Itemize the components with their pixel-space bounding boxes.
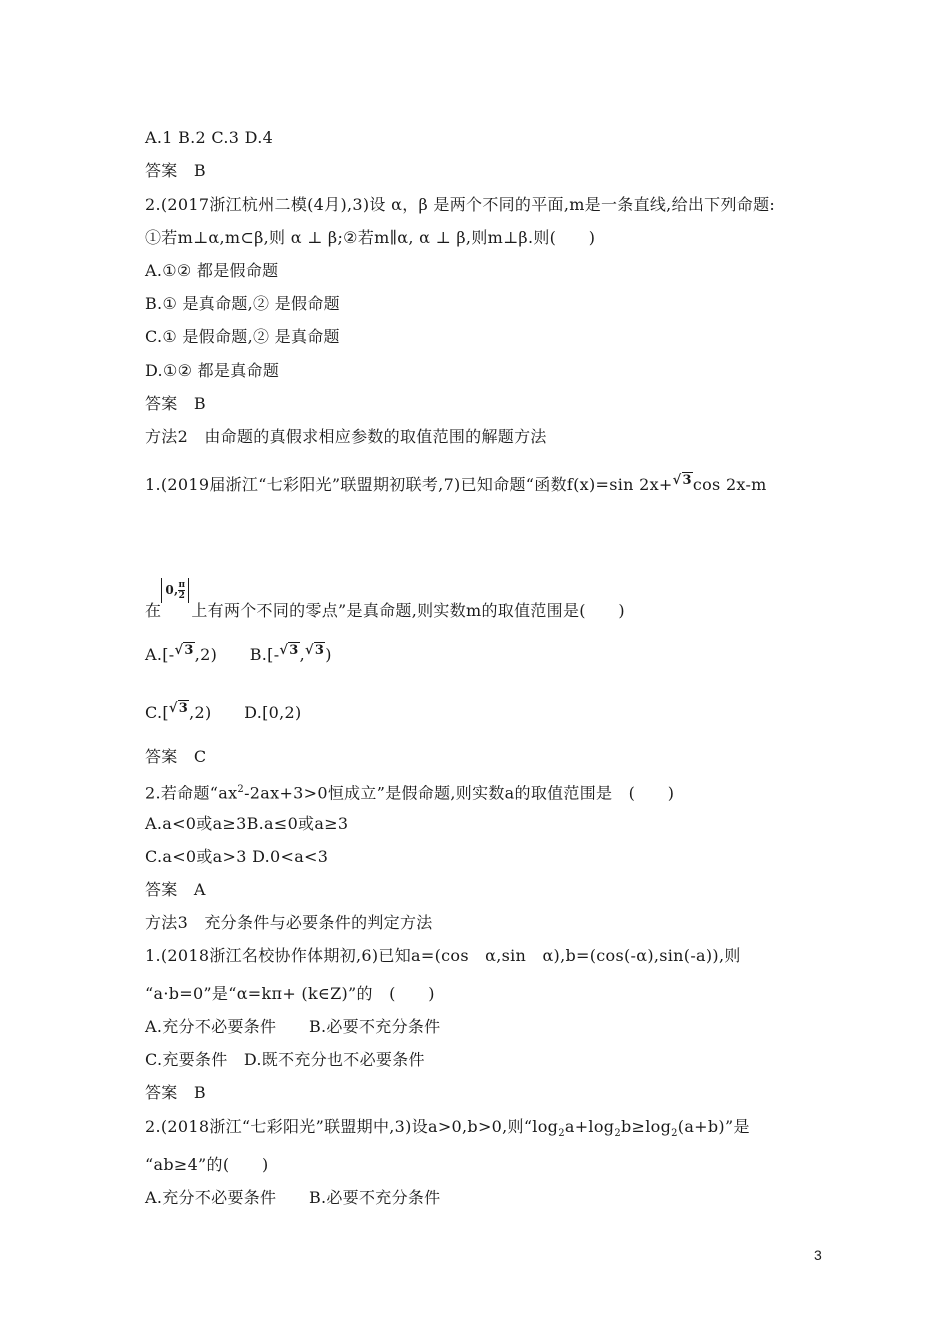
options-line (145, 641, 332, 665)
question-text: “ab≥4”的( ) (145, 1155, 269, 1174)
answer-line: 答案 B (145, 1083, 206, 1102)
options-line: A.充分不必要条件 B.必要不充分条件 (145, 1017, 441, 1036)
sqrt-symbol: √3 (279, 643, 299, 658)
text-span: , (299, 645, 306, 664)
denominator: 2 (178, 591, 186, 601)
text-span: (a+b)”是 (677, 1117, 750, 1136)
subscript: 2 (614, 1128, 621, 1140)
text-span: a+log (564, 1117, 615, 1136)
question-text (145, 1117, 750, 1144)
sqrt-symbol: √3 (305, 643, 325, 658)
interval-start: 0, (165, 583, 179, 597)
text-span: ,2) D.[0,2) (189, 703, 302, 722)
sqrt-symbol: √3 (168, 701, 189, 716)
text-span: 1.(2019届浙江“七彩阳光”联盟期初联考,7)已知命题“函数f(x)=sin 2x+ (145, 475, 673, 494)
question-text: “a·b=0”是“α=kπ+ (k∈Z)”的 ( ) (145, 984, 435, 1003)
text-span: -2ax+3>0恒成立”是假命题,则实数a的取值范围是 ( ) (244, 783, 675, 803)
options-line: A.a<0或a≥3B.a≤0或a≥3 (145, 814, 349, 833)
answer-line: 答案 B (145, 394, 206, 413)
exponent: 2 (237, 784, 245, 795)
fraction (178, 580, 185, 601)
options-line (145, 699, 302, 723)
option-c: C.① 是假命题,② 是真命题 (145, 327, 340, 346)
radicand: 3 (178, 701, 189, 716)
options-line: A.1 B.2 C.3 D.4 (145, 128, 274, 147)
sqrt-symbol: √3 (174, 643, 194, 658)
text-span: A.[- (145, 645, 175, 664)
answer-line: 答案 C (145, 747, 207, 766)
option-b: B.① 是真命题,② 是假命题 (145, 294, 340, 313)
interval-bracket (161, 578, 189, 603)
text-span: 在 (145, 601, 162, 620)
radicand: 3 (314, 643, 325, 658)
numerator: π (178, 580, 186, 590)
page-number: 3 (814, 1247, 822, 1263)
question-text (145, 578, 625, 621)
text-span: cos 2x-m (692, 475, 767, 494)
text-span: 上有两个不同的零点”是真命题,则实数m的取值范围是( ) (191, 601, 625, 620)
question-text: ①若m⊥α,m⊂β,则 α ⊥ β;②若m∥α, α ⊥ β,则m⊥β.则( ) (145, 228, 596, 247)
text-span: C.[ (145, 703, 169, 722)
question-text: 2.(2017浙江杭州二模(4月),3)设 α，β 是两个不同的平面,m是一条直线,给出下列命题: (145, 195, 776, 214)
text-span: ,2) B.[- (194, 645, 280, 664)
options-line: C.充要条件 D.既不充分也不必要条件 (145, 1050, 425, 1069)
options-line: A.充分不必要条件 B.必要不充分条件 (145, 1188, 441, 1207)
answer-line: 答案 A (145, 880, 206, 899)
question-text (145, 780, 674, 803)
subscript: 2 (558, 1128, 565, 1140)
options-line: C.a<0或a>3 D.0<a<3 (145, 847, 329, 866)
radicand: 3 (682, 473, 692, 488)
subscript: 2 (671, 1128, 678, 1140)
text-span: 2.(2018浙江“七彩阳光”联盟期中,3)设a>0,b>0,则“log (145, 1117, 559, 1136)
text-span: ) (325, 645, 332, 664)
section-heading: 方法3 充分条件与必要条件的判定方法 (145, 913, 433, 932)
radicand: 3 (289, 643, 299, 658)
option-d: D.①② 都是真命题 (145, 361, 280, 380)
question-text: 1.(2018浙江名校协作体期初,6)已知a=(cos α,sin α),b=(cos(-α),sin(-a)),则 (145, 946, 741, 965)
text-span: b≥log (620, 1117, 672, 1136)
option-a: A.①② 都是假命题 (145, 261, 279, 280)
radicand: 3 (184, 643, 194, 658)
sqrt-symbol: √3 (672, 473, 692, 488)
section-heading: 方法2 由命题的真假求相应参数的取值范围的解题方法 (145, 427, 547, 446)
text-span: 2.若命题“ax (145, 783, 238, 803)
question-text (145, 471, 767, 495)
answer-line: 答案 B (145, 161, 206, 180)
